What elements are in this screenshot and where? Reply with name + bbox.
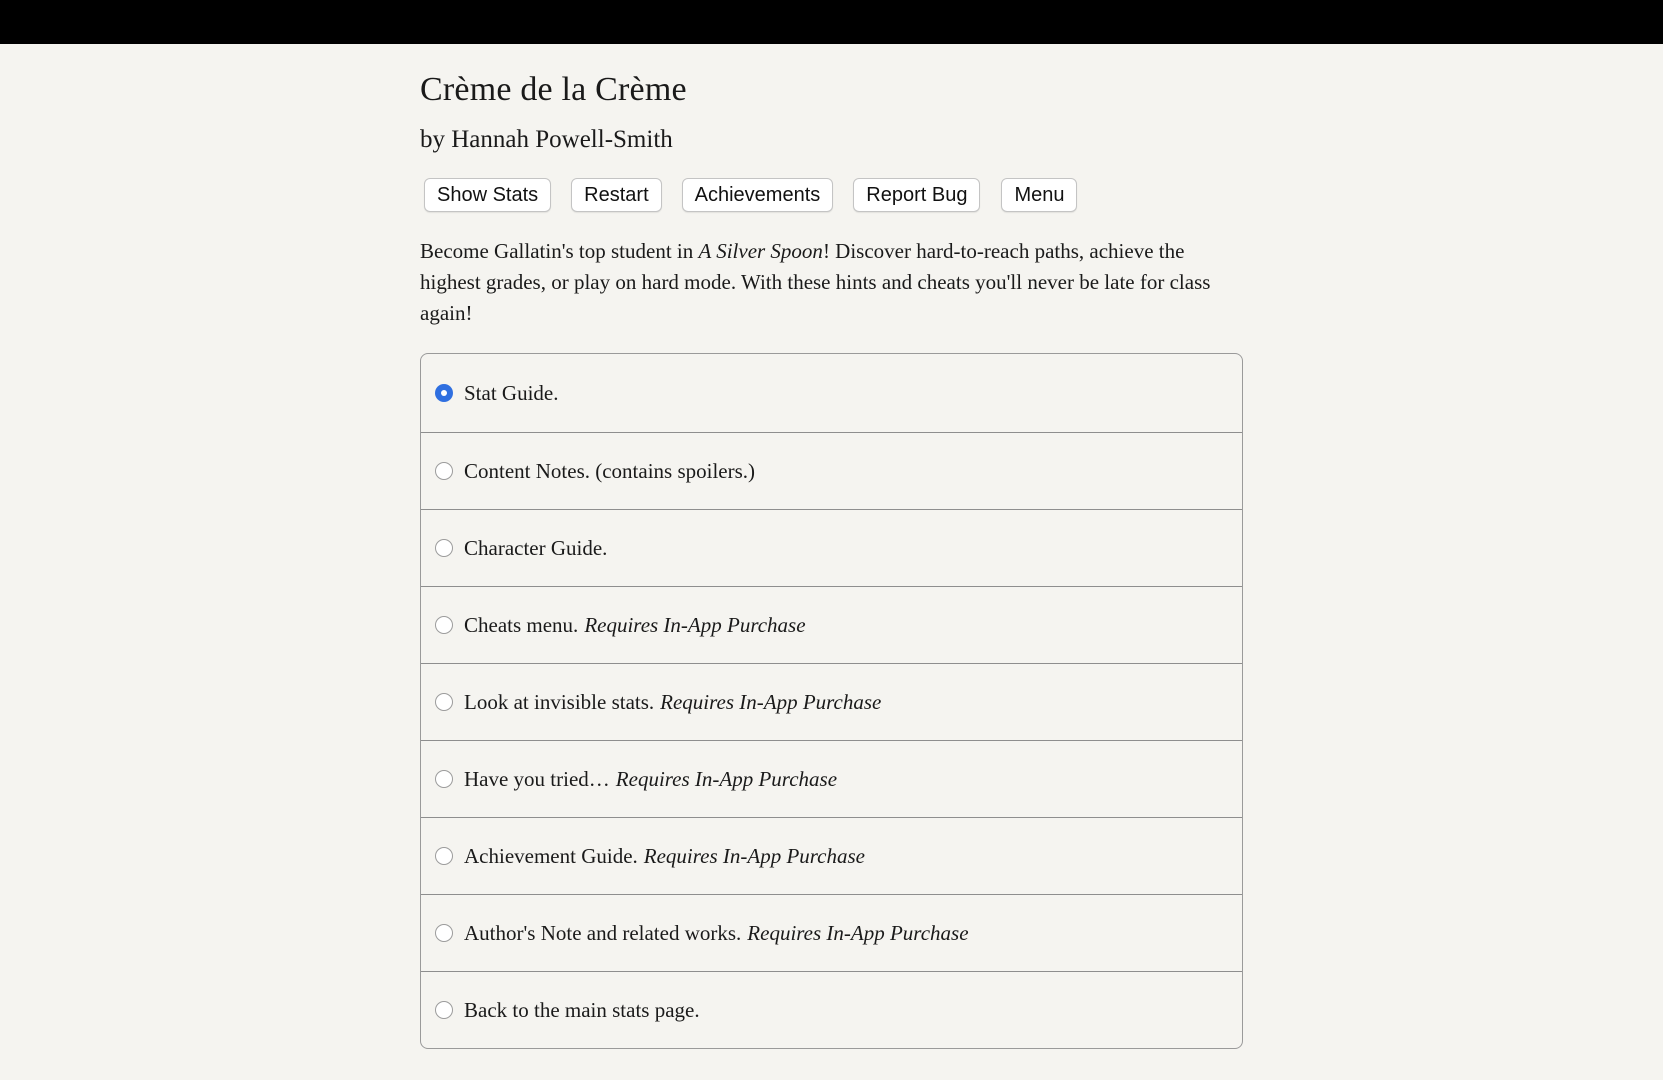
choice-label: Have you tried…	[464, 766, 610, 791]
radio-button[interactable]	[435, 616, 453, 634]
radio-button[interactable]	[435, 1001, 453, 1019]
radio-button[interactable]	[435, 924, 453, 942]
choice-label: Look at invisible stats.	[464, 689, 655, 714]
top-bar	[0, 0, 1663, 44]
choice-character-guide[interactable]	[421, 509, 1242, 586]
choice-label: Content Notes. (contains spoilers.)	[464, 458, 756, 483]
intro-book-title: A Silver Spoon	[698, 239, 823, 263]
choice-stat-guide[interactable]	[421, 354, 1242, 432]
choice-achievement-guide[interactable]	[421, 817, 1242, 894]
choice-note: Requires In-App Purchase	[615, 766, 838, 791]
intro-text	[420, 236, 1220, 329]
game-title: Crème de la Crème	[420, 71, 687, 108]
choice-have-you-tried[interactable]	[421, 740, 1242, 817]
radio-button[interactable]	[435, 693, 453, 711]
choice-label: Character Guide.	[464, 535, 608, 560]
choice-authors-note[interactable]	[421, 894, 1242, 971]
game-page	[420, 44, 1243, 1049]
choice-back-to-stats[interactable]	[421, 971, 1242, 1048]
choice-note: Requires In-App Purchase	[643, 843, 865, 868]
choice-label: Achievement Guide.	[464, 843, 638, 868]
report-bug-button[interactable]: Report Bug	[853, 178, 980, 212]
radio-button[interactable]	[435, 847, 453, 865]
achievements-button[interactable]: Achievements	[682, 178, 834, 212]
choice-cheats-menu[interactable]	[421, 586, 1242, 663]
restart-button[interactable]: Restart	[571, 178, 661, 212]
show-stats-button[interactable]: Show Stats	[424, 178, 551, 212]
radio-button[interactable]	[435, 462, 453, 480]
intro-part-1: Become Gallatin's top student in	[420, 239, 699, 263]
choice-content-notes[interactable]	[421, 432, 1242, 509]
choice-label: Cheats menu.	[464, 612, 579, 637]
choice-list	[420, 353, 1243, 1049]
radio-button[interactable]	[435, 539, 453, 557]
toolbar	[420, 178, 1243, 214]
radio-button[interactable]	[435, 770, 453, 788]
choice-note: Requires In-App Purchase	[660, 689, 882, 714]
choice-label: Stat Guide.	[464, 380, 559, 405]
choice-label: Back to the main stats page.	[464, 997, 700, 1022]
choice-invisible-stats[interactable]	[421, 663, 1242, 740]
menu-button[interactable]: Menu	[1001, 178, 1077, 212]
choice-note: Requires In-App Purchase	[584, 612, 806, 637]
intro-part-2: ! Discover hard-to-reach paths, achieve the highest grades, or play on hard mode. With these hints and cheats you'll never be late for class again!	[420, 239, 1211, 325]
game-author: by Hannah Powell-Smith	[420, 126, 673, 153]
choice-note: Requires In-App Purchase	[747, 920, 969, 945]
radio-button[interactable]	[435, 384, 453, 402]
choice-label: Author's Note and related works.	[464, 920, 742, 945]
